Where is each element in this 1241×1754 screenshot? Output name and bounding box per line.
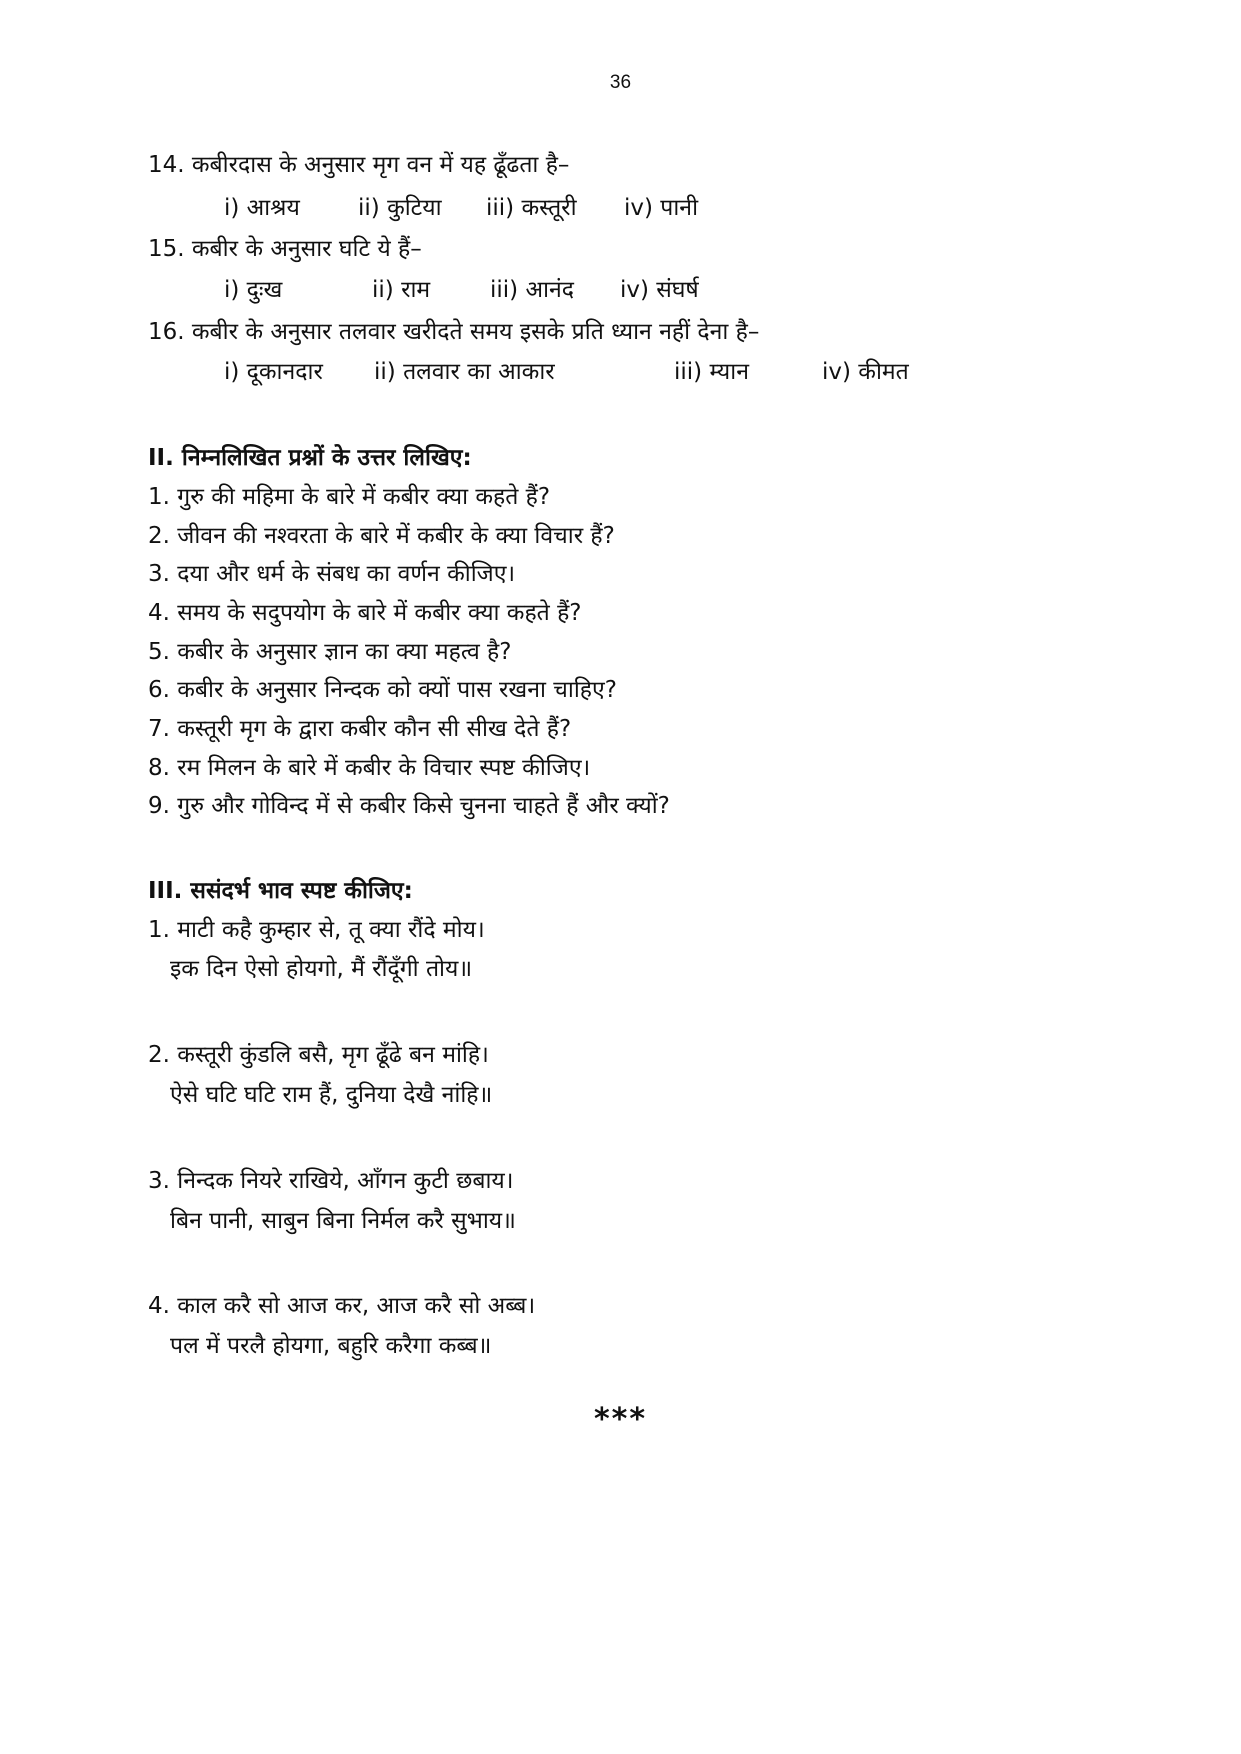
question-item: 6. कबीर के अनुसार निन्दक को क्यों पास रखना चाहिए? bbox=[148, 677, 617, 703]
question-item: 8. रम मिलन के बारे में कबीर के विचार स्पष्ट कीजिए। bbox=[148, 755, 591, 781]
mcq-option: iv) कीमत bbox=[822, 359, 909, 385]
mcq-question-16: 16. कबीर के अनुसार तलवार खरीदते समय इसके प्रति ध्यान नहीं देना है– bbox=[148, 319, 760, 345]
page-number: 36 bbox=[609, 72, 632, 93]
mcq-option: ii) कुटिया bbox=[358, 195, 442, 221]
mcq-option: i) आश्रय bbox=[224, 195, 300, 221]
end-mark: *** bbox=[593, 1402, 648, 1437]
mcq-question-14: 14. कबीरदास के अनुसार मृग वन में यह ढूँढता है– bbox=[148, 152, 570, 178]
question-item: 7. कस्तूरी मृग के द्वारा कबीर कौन सी सीख देते हैं? bbox=[148, 716, 572, 742]
verse-line: ऐसे घटि घटि राम हैं, दुनिया देखै नांहि॥ bbox=[170, 1082, 493, 1108]
question-item: 1. गुरु की महिमा के बारे में कबीर क्या कहते हैं? bbox=[148, 484, 551, 510]
mcq-option: i) दूकानदार bbox=[224, 359, 323, 385]
section-heading-ii: II. निम्नलिखित प्रश्नों के उत्तर लिखिए: bbox=[148, 445, 472, 471]
question-item: 3. दया और धर्म के संबध का वर्णन कीजिए। bbox=[148, 561, 516, 587]
mcq-option: iii) आनंद bbox=[490, 277, 574, 303]
question-item: 4. समय के सदुपयोग के बारे में कबीर क्या कहते हैं? bbox=[148, 600, 582, 626]
mcq-option: iv) संघर्ष bbox=[620, 277, 699, 303]
verse-line: इक दिन ऐसो होयगो, मैं रौंदूँगी तोय॥ bbox=[170, 956, 473, 982]
verse-line: 2. कस्तूरी कुंडलि बसै, मृग ढूँढे बन मांहि। bbox=[148, 1042, 489, 1068]
verse-line: 3. निन्दक नियरे राखिये, आँगन कुटी छबाय। bbox=[148, 1168, 514, 1194]
mcq-option: iii) म्यान bbox=[674, 359, 749, 385]
verse-line: पल में परलै होयगा, बहुरि करैगा कब्ब॥ bbox=[170, 1333, 492, 1359]
mcq-option: ii) राम bbox=[372, 277, 431, 303]
verse-line: बिन पानी, साबुन बिना निर्मल करै सुभाय॥ bbox=[170, 1208, 516, 1234]
question-item: 2. जीवन की नश्वरता के बारे में कबीर के क्या विचार हैं? bbox=[148, 523, 615, 549]
question-item: 9. गुरु और गोविन्द में से कबीर किसे चुनना चाहते हैं और क्यों? bbox=[148, 793, 670, 819]
mcq-option: i) दुःख bbox=[224, 277, 283, 303]
verse-line: 4. काल करै सो आज कर, आज करै सो अब्ब। bbox=[148, 1293, 536, 1319]
verse-line: 1. माटी कहै कुम्हार से, तू क्या रौंदे मोय। bbox=[148, 917, 485, 943]
mcq-option: ii) तलवार का आकार bbox=[374, 359, 555, 385]
mcq-option: iv) पानी bbox=[624, 195, 699, 221]
mcq-option: iii) कस्तूरी bbox=[486, 195, 577, 221]
question-item: 5. कबीर के अनुसार ज्ञान का क्या महत्व है? bbox=[148, 639, 512, 665]
section-heading-iii: III. ससंदर्भ भाव स्पष्ट कीजिए: bbox=[148, 878, 413, 904]
mcq-question-15: 15. कबीर के अनुसार घटि ये हैं– bbox=[148, 236, 422, 262]
